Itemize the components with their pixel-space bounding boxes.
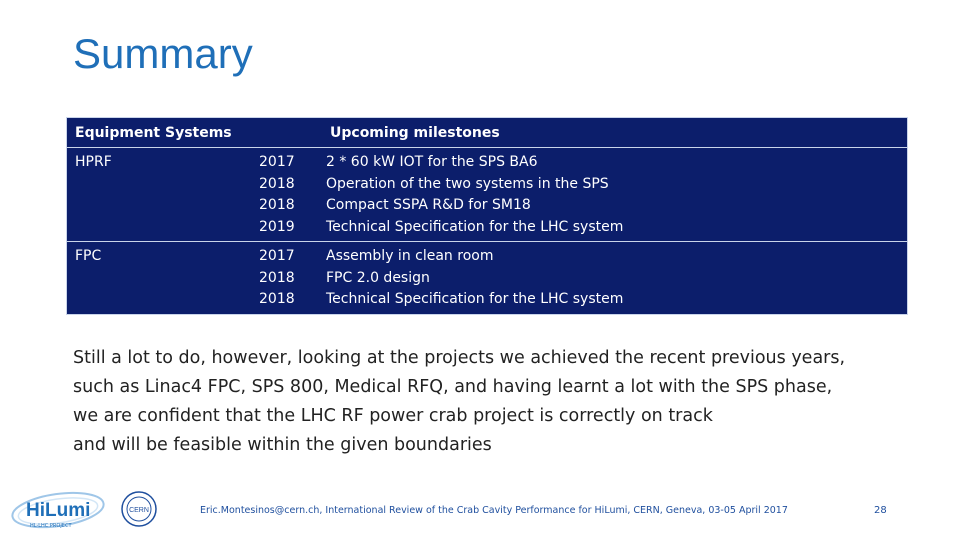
summary-line: such as Linac4 FPC, SPS 800, Medical RFQ, and having learnt a lot with the SPS phase, <box>73 377 833 397</box>
year-value: 2018 <box>259 269 295 286</box>
year-value: 2019 <box>259 218 295 235</box>
cern-logo-text: CERN <box>129 507 149 514</box>
summary-line: Still a lot to do, however, looking at the projects we achieved the recent previous years, <box>73 348 846 368</box>
summary-paragraph <box>73 344 943 460</box>
table-row <box>67 242 907 314</box>
system-cell: HPRF <box>75 154 112 170</box>
milestone-item: Assembly in clean room <box>326 248 494 264</box>
footer-text: Eric.Montesinos@cern.ch, International Review of the Crab Cavity Performance for HiLumi, CERN, Geneva, 03-05 April 2017 <box>200 505 788 516</box>
table-header <box>67 118 907 148</box>
milestone-item: FPC 2.0 design <box>326 269 430 286</box>
table-row <box>67 148 907 242</box>
hilumi-logo-subtext: HL-LHC PROJECT <box>30 523 72 529</box>
summary-line: and will be feasible within the given boundaries <box>73 435 492 455</box>
milestone-cell <box>326 246 907 311</box>
header-upcoming-milestones: Upcoming milestones <box>330 124 500 141</box>
hilumi-logo-text: HiLumi <box>26 500 91 521</box>
summary-line: we are confident that the LHC RF power crab project is correctly on track <box>73 406 713 426</box>
header-equipment-systems: Equipment Systems <box>75 124 232 141</box>
milestone-item: 2 * 60 kW IOT for the SPS BA6 <box>326 154 538 170</box>
hilumi-logo <box>6 488 116 534</box>
year-value: 2017 <box>259 248 295 264</box>
milestone-item: Technical Specification for the LHC system <box>326 291 624 307</box>
year-cell <box>255 246 326 311</box>
milestone-item: Technical Specification for the LHC system <box>326 218 624 235</box>
year-value: 2017 <box>259 154 295 170</box>
year-cell <box>255 152 326 238</box>
milestones-table <box>66 117 908 315</box>
year-value: 2018 <box>259 197 295 213</box>
system-cell: FPC <box>75 248 102 264</box>
milestone-cell <box>326 152 907 238</box>
cern-logo <box>118 488 160 530</box>
milestone-item: Compact SSPA R&D for SM18 <box>326 197 531 213</box>
page-number: 28 <box>874 505 887 516</box>
year-value: 2018 <box>259 291 295 307</box>
slide-title: Summary <box>73 30 253 77</box>
year-value: 2018 <box>259 175 295 192</box>
milestone-item: Operation of the two systems in the SPS <box>326 175 609 192</box>
